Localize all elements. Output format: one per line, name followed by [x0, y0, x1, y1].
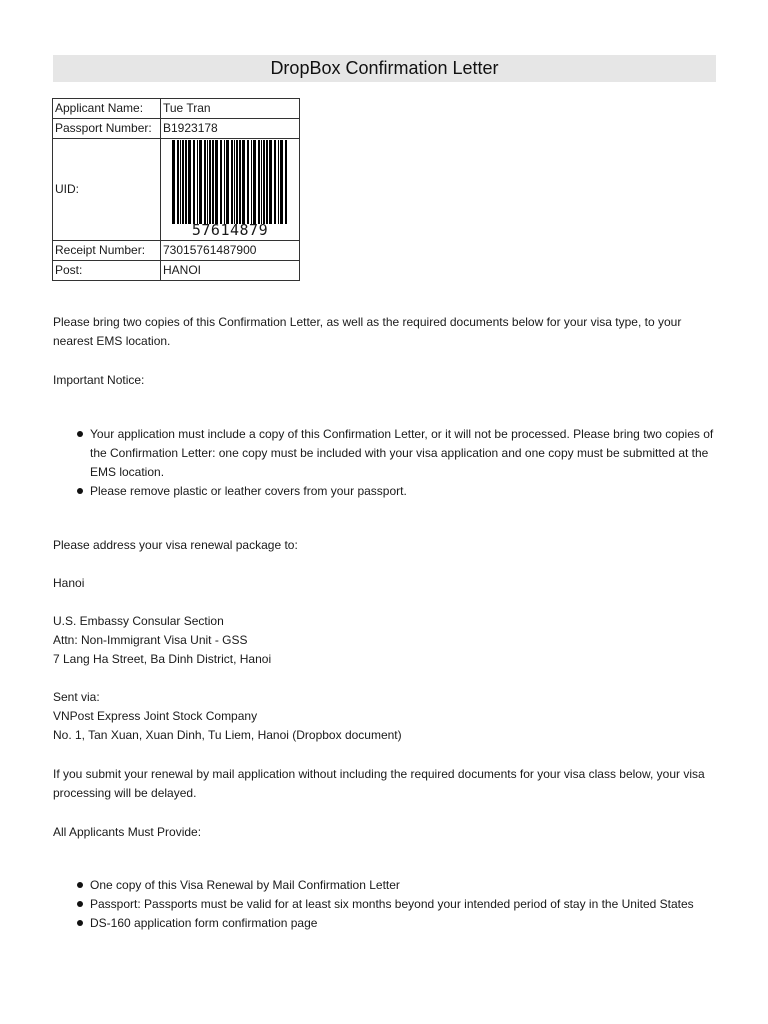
- barcode-bar: [212, 140, 214, 224]
- barcode-bar: [199, 140, 202, 224]
- barcode-bar: [261, 140, 262, 224]
- barcode-bar: [185, 140, 187, 224]
- applicant-info-table: [52, 98, 300, 281]
- barcode-bar: [285, 140, 287, 224]
- embassy-address: [53, 612, 723, 669]
- bullet-icon: [77, 920, 83, 926]
- barcode-bar: [269, 140, 272, 224]
- applicant-name-value: Tue Tran: [161, 99, 300, 119]
- post-label: Post:: [53, 261, 161, 281]
- barcode-bar: [172, 140, 175, 224]
- notice-heading: Important Notice:: [53, 373, 145, 387]
- address-line: U.S. Embassy Consular Section: [53, 614, 224, 628]
- barcode-bar: [253, 140, 256, 224]
- city-name: Hanoi: [53, 576, 85, 590]
- table-row: [53, 139, 300, 241]
- address-heading: Please address your visa renewal package to:: [53, 538, 298, 552]
- sent-via-line: VNPost Express Joint Stock Company: [53, 709, 258, 723]
- barcode-bar: [247, 140, 249, 224]
- list-item: [53, 895, 723, 914]
- notice-item-text: Your application must include a copy of this Confirmation Letter, or it will not be processed. Please bring two copies of the Confirmation Letter: one copy must be included with your visa application and one copy must be submitted at the EMS location.: [90, 427, 714, 479]
- address-line: 7 Lang Ha Street, Ba Dinh District, Hanoi: [53, 652, 272, 666]
- barcode-bar: [242, 140, 245, 224]
- barcode-bar: [274, 140, 276, 224]
- barcode-bar: [251, 140, 252, 224]
- barcode-bar: [193, 140, 195, 224]
- requirement-text: DS-160 application form confirmation page: [90, 916, 318, 930]
- must-provide-list: [53, 876, 723, 933]
- notice-list: [53, 425, 723, 501]
- barcode-bar: [197, 140, 198, 224]
- applicant-name-label: Applicant Name:: [53, 99, 161, 119]
- barcode-bar: [215, 140, 218, 224]
- bullet-icon: [77, 488, 83, 494]
- barcode-bar: [263, 140, 265, 224]
- passport-number-label: Passport Number:: [53, 119, 161, 139]
- intro-paragraph: Please bring two copies of this Confirmation Letter, as well as the required documents below for your visa type, to your nearest EMS location.: [53, 315, 682, 348]
- notice-item-text: Please remove plastic or leather covers from your passport.: [90, 484, 407, 498]
- barcode-bar: [280, 140, 283, 224]
- post-value: HANOI: [161, 261, 300, 281]
- barcode-bar: [239, 140, 241, 224]
- uid-value: 57614879: [191, 221, 269, 239]
- warning-paragraph: If you submit your renewal by mail application without including the required documents for your visa class below, your visa processing will be delayed.: [53, 767, 705, 800]
- barcode-bar: [231, 140, 233, 224]
- list-item: [53, 425, 723, 482]
- requirement-text: Passport: Passports must be valid for at least six months beyond your intended period of stay in the United States: [90, 897, 694, 911]
- barcode-bar: [188, 140, 191, 224]
- bullet-icon: [77, 901, 83, 907]
- barcode-bar: [236, 140, 238, 224]
- barcode-bar: [234, 140, 235, 224]
- barcode-bar: [207, 140, 208, 224]
- page-title: DropBox Confirmation Letter: [53, 55, 716, 82]
- barcode-bar: [177, 140, 179, 224]
- sent-via-block: [53, 688, 723, 745]
- barcode-bar: [226, 140, 229, 224]
- barcode-bar: [266, 140, 268, 224]
- table-row: [53, 99, 300, 119]
- bullet-icon: [77, 431, 83, 437]
- barcode-image: [170, 140, 290, 224]
- receipt-number-value: 73015761487900: [161, 241, 300, 261]
- bullet-icon: [77, 882, 83, 888]
- sent-via-line: No. 1, Tan Xuan, Xuan Dinh, Tu Liem, Hanoi (Dropbox document): [53, 728, 402, 742]
- list-item: [53, 914, 723, 933]
- table-row: [53, 261, 300, 281]
- barcode-bar: [220, 140, 222, 224]
- address-line: Attn: Non-Immigrant Visa Unit - GSS: [53, 633, 248, 647]
- barcode-bar: [182, 140, 184, 224]
- table-row: [53, 241, 300, 261]
- barcode-bar: [209, 140, 211, 224]
- requirement-text: One copy of this Visa Renewal by Mail Confirmation Letter: [90, 878, 400, 892]
- barcode-bar: [278, 140, 279, 224]
- uid-label: UID:: [53, 139, 161, 241]
- must-provide-heading: All Applicants Must Provide:: [53, 825, 202, 839]
- list-item: [53, 482, 723, 501]
- list-item: [53, 876, 723, 895]
- barcode-bar: [258, 140, 260, 224]
- barcode-bar: [180, 140, 181, 224]
- table-row: [53, 119, 300, 139]
- passport-number-value: B1923178: [161, 119, 300, 139]
- barcode-bar: [224, 140, 225, 224]
- barcode-bar: [204, 140, 206, 224]
- sent-via-line: Sent via:: [53, 690, 100, 704]
- uid-barcode-cell: [161, 139, 300, 241]
- receipt-number-label: Receipt Number:: [53, 241, 161, 261]
